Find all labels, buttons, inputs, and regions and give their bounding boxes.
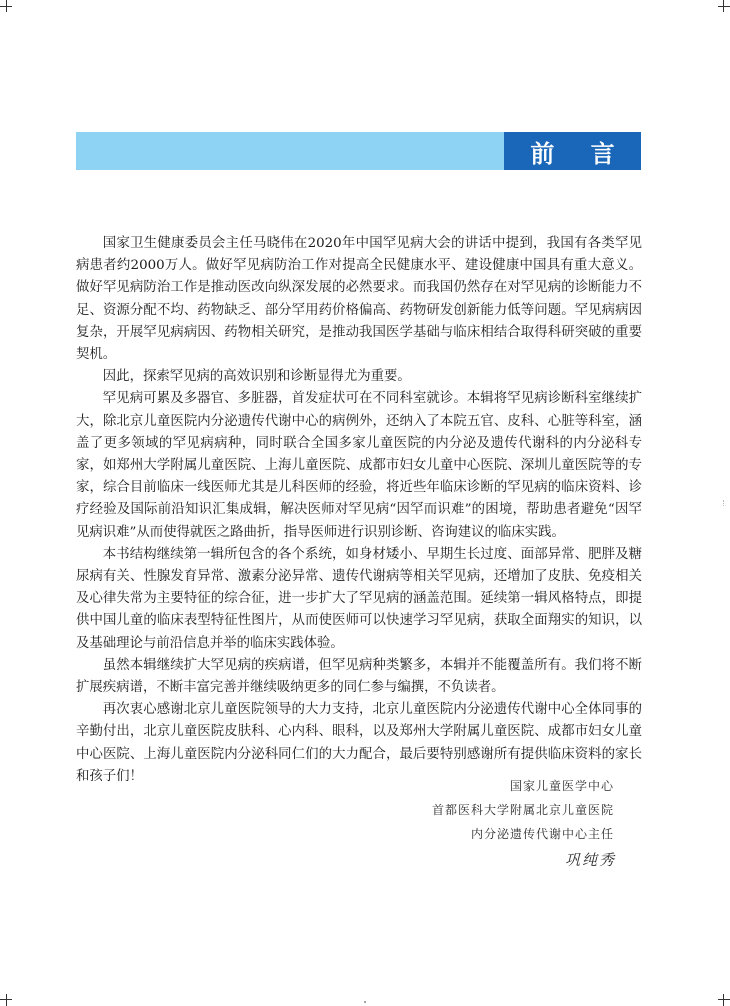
signature-institution: 国家儿童医学中心: [509, 779, 614, 793]
signature-position: 内分泌遗传代谢中心主任: [470, 827, 614, 841]
paragraph-3: 罕见病可累及多器官、多脏器，首发症状可在不同科室就诊。本辑将罕见病诊断科室继续扩大，除北京儿童医院内分泌遗传代谢中心的病例外，还纳入了本院五官、皮科、心脏等科室，涵盖了更多领域的罕见病病种，同时联合全国多家儿童医院的内分泌及遗传代谢科的内分泌科专家，如郑州大学附属儿童医院、上海儿童医院、成都市妇女儿童中心医院、深圳儿童医院等的专家，综合目前临床一线医师尤其是儿科医师的经验，将近些年临床诊断的罕见病的临床资料、诊疗经验及国际前沿知识汇集成辑，解决医师对罕见病“因罕而识难”的困境，帮助患者避免“因罕见病识难”从而使得就医之路曲折，指导医师进行识别诊断、咨询建议的临床实践。: [76, 391, 642, 540]
crop-mark-bottom-left-v: [6, 994, 7, 1006]
section-title-bar: [76, 132, 641, 170]
title-bar-accent: [76, 132, 504, 170]
crop-mark-bottom-right-h: [718, 999, 730, 1000]
paragraph-1: 国家卫生健康委员会主任马晓伟在2020年中国罕见病大会的讲话中提到，我国有各类罕见病患者约2000万人。做好罕见病防治工作对提高全民健康水平、建设健康中国具有重大意义。做好罕见病防治工作是推动医改向纵深发展的必然要求。而我国仍然存在对罕见病的诊断能力不足、资源分配不均、药物缺乏、部分罕用药价格偏高、药物研发创新能力低等问题。罕见病病因复杂，开展罕见病病因、药物相关研究，是推动我国医学基础与临床相结合取得科研突破的重要契机。: [76, 236, 642, 363]
paragraph-5: 虽然本辑继续扩大罕见病的疾病谱，但罕见病种类繁多，本辑并不能覆盖所有。我们将不断扩展疾病谱，不断丰富完善并继续吸纳更多的同仁参与编撰，不负读者。: [76, 657, 642, 696]
signature-hospital: 首都医科大学附属北京儿童医院: [431, 803, 614, 817]
title-bar-label-box: [504, 132, 641, 170]
signature-name: 巩纯秀: [564, 851, 616, 869]
page-mark: [364, 1001, 366, 1003]
edge-mark: [723, 500, 728, 506]
preface-body: [76, 233, 642, 788]
crop-mark-top-right-h: [718, 6, 730, 7]
paragraph-2: 因此，探索罕见病的高效识别和诊断显得尤为重要。: [102, 369, 411, 385]
page-title: 前 言: [530, 139, 629, 168]
paragraph-4: 本书结构继续第一辑所包含的各个系统，如身材矮小、早期生长过度、面部异常、肥胖及糖尿病有关、性腺发育异常、激素分泌异常、遗传代谢病等相关罕见病，还增加了皮肤、免疫相关及心律失常为主要特征的综合征，进一步扩大了罕见病的涵盖范围。延续第一辑风格特点，即提供中国儿童的临床表型特征性图片，从而使医师可以快速学习罕见病，获取全面翔实的知识，以及基础理论与前沿信息并举的临床实践体验。: [76, 546, 642, 651]
crop-mark-top-right-v: [723, 0, 724, 12]
paragraph-6: 再次衷心感谢北京儿童医院领导的大力支持，北京儿童医院内分泌遗传代谢中心全体同事的辛勤付出，北京儿童医院皮肤科、心内科、眼科，以及郑州大学附属儿童医院、成都市妇女儿童中心医院、上海儿童医院内分泌科同仁们的大力配合，最后要特别感谢所有提供临床资料的家长和孩子们！: [76, 702, 642, 784]
crop-mark-bottom-right-v: [723, 994, 724, 1006]
crop-mark-top-left-v: [6, 0, 7, 12]
signature-block: [432, 774, 614, 872]
